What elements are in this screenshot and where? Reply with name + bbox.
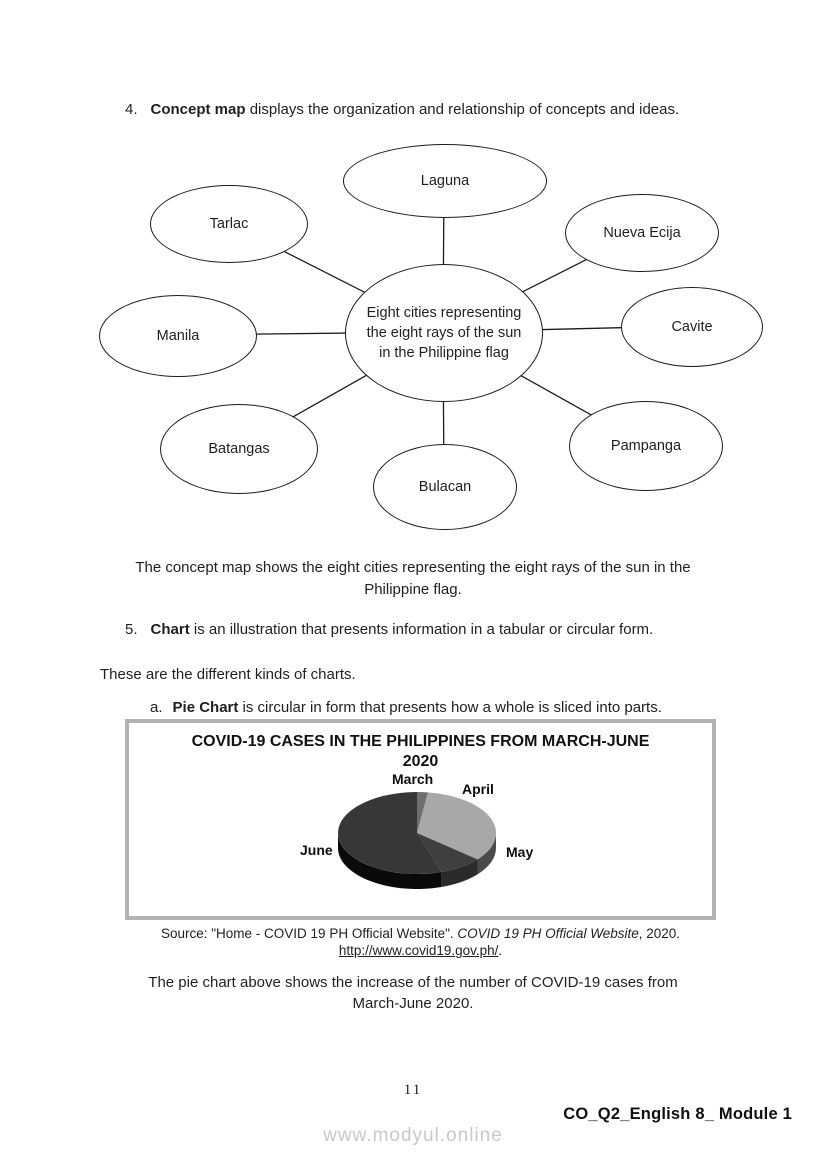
node-laguna (343, 144, 547, 218)
node-pampanga-label: Pampanga (610, 438, 682, 454)
watermark: www.modyul.online (323, 1125, 503, 1146)
node-cavite-label: Cavite (671, 319, 713, 335)
source-url-period: . (498, 943, 503, 958)
item-a-text: is circular in form that presents how a whole is sliced into parts. (238, 699, 662, 716)
pie-label-may: May (506, 844, 534, 860)
node-batangas (160, 404, 318, 494)
item-5-number: 5. (125, 621, 138, 638)
pie-caption-line2: March-June 2020. (352, 995, 474, 1012)
concept-map-caption-line1: The concept map shows the eight cities representing the eight rays of the sun in the (135, 559, 691, 576)
node-manila (99, 295, 257, 377)
pie-label-june: June (300, 842, 333, 858)
item-4-text: displays the organization and relationship of concepts and ideas. (245, 101, 680, 118)
source-year: , 2020. (638, 926, 681, 941)
node-bulacan (373, 444, 517, 530)
item-5-term: Chart (150, 621, 190, 638)
node-manila-label: Manila (156, 328, 200, 344)
source-citation-line2 (125, 942, 716, 959)
source-url-link[interactable]: http://www.covid19.gov.ph/ (338, 943, 499, 958)
pie-label-march: March (392, 771, 434, 787)
item-4-number: 4. (125, 101, 138, 118)
item-4-paragraph (125, 100, 725, 119)
node-nueva-ecija-label: Nueva Ecija (603, 225, 681, 241)
item-a-paragraph (150, 698, 770, 717)
node-laguna-label: Laguna (420, 173, 470, 189)
node-bulacan-label: Bulacan (418, 479, 472, 495)
pie-chart-title-line2: 2020 (402, 753, 439, 770)
concept-map-caption-line2: Philippine flag. (364, 581, 462, 598)
node-cavite (621, 287, 763, 367)
page-number: 11 (403, 1082, 423, 1098)
item-a-number: a. (150, 699, 163, 716)
item-a-term: Pie Chart (172, 699, 239, 716)
node-tarlac-label: Tarlac (209, 216, 249, 232)
footer-module-label: CO_Q2_English 8_ Module 1 (563, 1105, 792, 1123)
item-4-term: Concept map (150, 101, 246, 118)
pie-chart-title-line1: COVID-19 CASES IN THE PHILIPPINES FROM MARCH-JUNE (191, 733, 650, 750)
source-title-italic: COVID 19 PH Official Website (457, 926, 639, 941)
source-prefix: Source: "Home - COVID 19 PH Official Website". (160, 926, 458, 941)
source-citation-line1 (125, 925, 716, 942)
node-nueva-ecija (565, 194, 719, 272)
node-pampanga (569, 401, 723, 491)
node-batangas-label: Batangas (208, 441, 270, 457)
pie-caption-line1: The pie chart above shows the increase of the number of COVID-19 cases from (148, 974, 678, 991)
concept-map-center-label: Eight cities representing the eight rays of the sun in the Philippine flag (366, 305, 522, 361)
item-5-paragraph (125, 620, 745, 639)
charts-intro: These are the different kinds of charts. (100, 666, 356, 683)
item-5-text: is an illustration that presents information in a tabular or circular form. (189, 621, 654, 638)
concept-map-center-node (345, 264, 543, 402)
pie-label-april: April (462, 781, 494, 797)
node-tarlac (150, 185, 308, 263)
